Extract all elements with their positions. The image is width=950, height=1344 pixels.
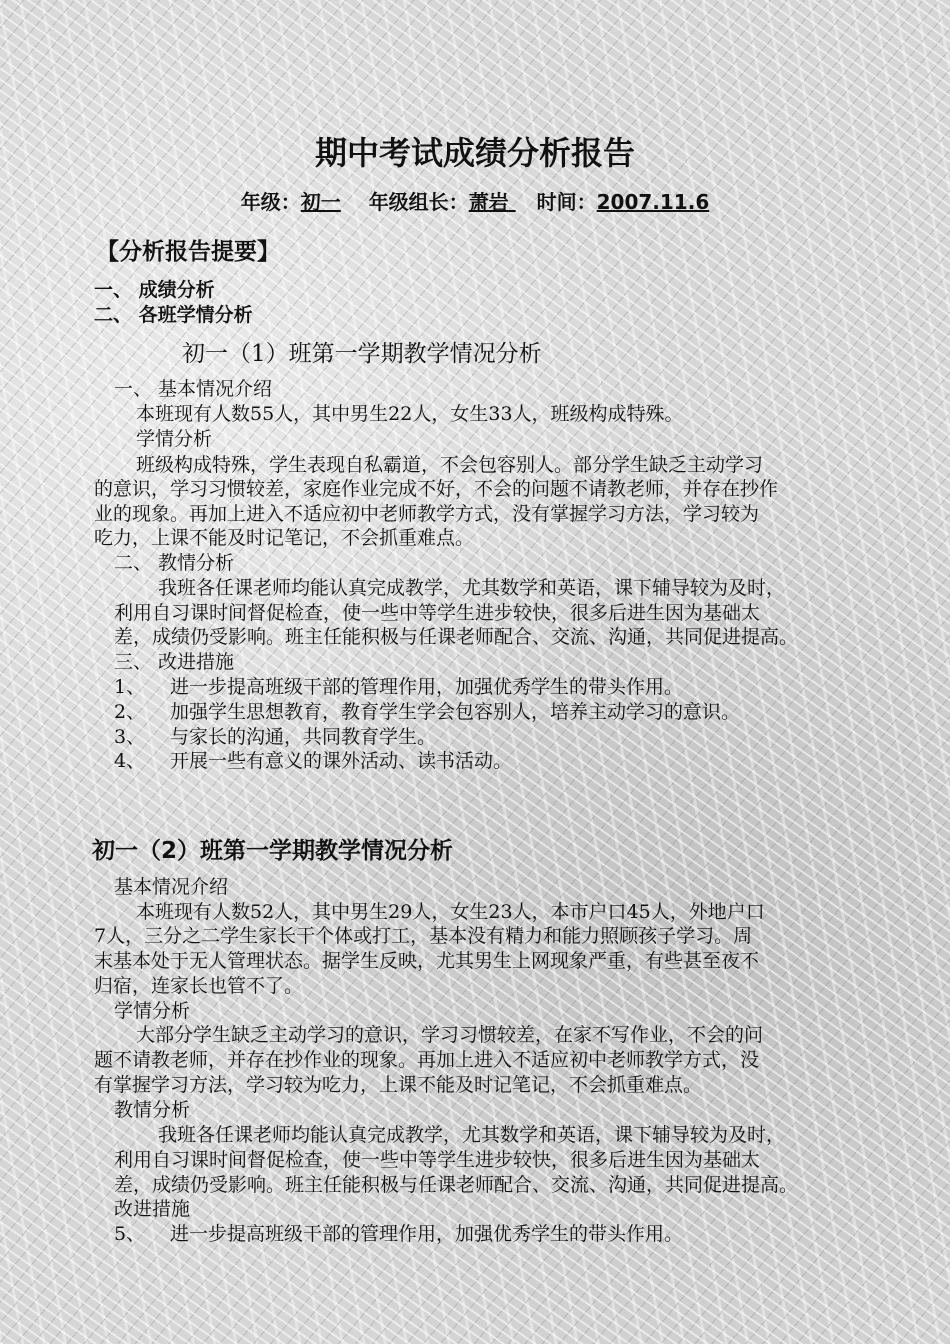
class2-paragraph-line: 利用自习课时间督促检查，使一些中等学生进步较快，很多后进生因为基础太 [114, 1149, 761, 1171]
date-label: 时间： [536, 190, 597, 214]
class1-paragraph-line: 我班各任课老师均能认真完成教学，尤其数学和英语，课下辅导较为及时， [158, 577, 786, 599]
measure-number: 2、 [114, 701, 146, 723]
class2-section-title: 学情分析 [114, 1000, 191, 1022]
class1-paragraph-line: 业的现象。再加上进入不适应初中老师教学方式，没有掌握学习方法，学习较为 [94, 503, 760, 525]
measure-text: 开展一些有意义的课外活动、读书活动。 [170, 750, 513, 772]
report-meta [0, 186, 950, 215]
measure-text: 加强学生思想教育，教育学生学会包容别人，培养主动学习的意识。 [170, 701, 741, 723]
class1-paragraph-line: 差，成绩仍受影响。班主任能积极与任课老师配合、交流、沟通，共同促进提高。 [114, 626, 799, 648]
class1-paragraph-line: 吃力，上课不能及时记笔记，不会抓重难点。 [94, 527, 475, 549]
class2-section-title: 改进措施 [114, 1198, 191, 1220]
grade-label: 年级： [240, 190, 301, 214]
summary-heading: 【分析报告提要】 [96, 239, 280, 265]
class2-paragraph-line: 7人，三分之二学生家长干个体或打工，基本没有精力和能力照顾孩子学习。周 [94, 925, 753, 947]
class2-paragraph-line: 归宿，连家长也管不了。 [94, 975, 304, 997]
class1-section-title: 二、 教情分析 [114, 552, 235, 574]
class2-paragraph-line: 差，成绩仍受影响。班主任能积极与任课老师配合、交流、沟通，共同促进提高。 [114, 1174, 799, 1196]
class2-section-title: 基本情况介绍 [114, 876, 229, 898]
measure-number: 3、 [114, 726, 146, 748]
class1-heading: 初一（1）班第一学期教学情况分析 [182, 341, 542, 367]
class2-paragraph-line: 末基本处于无人管理状态。据学生反映，尤其男生上网现象严重，有些甚至夜不 [94, 950, 760, 972]
class2-paragraph-line: 有掌握学习方法，学习较为吃力，上课不能及时记笔记，不会抓重难点。 [94, 1074, 703, 1096]
leader-label: 年级组长： [368, 190, 469, 214]
class1-paragraph-line: 的意识，学习习惯较差，家庭作业完成不好，不会的问题不请教老师，并存在抄作 [94, 478, 779, 500]
class1-paragraph-line: 本班现有人数55人，其中男生22人，女生33人，班级构成特殊。 [136, 403, 684, 425]
class2-paragraph-line: 本班现有人数52人，其中男生29人，女生23人，本市户口45人，外地户口 [136, 901, 765, 923]
grade-value: 初一 [300, 190, 341, 214]
measure-text: 与家长的沟通，共同教育学生。 [170, 726, 437, 748]
summary-item: 二、 各班学情分析 [94, 304, 253, 326]
class2-heading: 初一（2）班第一学期教学情况分析 [92, 838, 454, 864]
class1-subsection-title: 学情分析 [136, 428, 213, 450]
class2-paragraph-line: 我班各任课老师均能认真完成教学，尤其数学和英语，课下辅导较为及时， [158, 1124, 786, 1146]
measure-number: 4、 [114, 750, 146, 772]
date-value: 2007.11.6 [596, 190, 710, 214]
measure-text: 进一步提高班级干部的管理作用，加强优秀学生的带头作用。 [170, 676, 684, 698]
class1-section-title: 一、 基本情况介绍 [114, 378, 273, 400]
measure-text: 进一步提高班级干部的管理作用，加强优秀学生的带头作用。 [170, 1223, 684, 1245]
class2-section-title: 教情分析 [114, 1099, 191, 1121]
leader-value: 萧岩 [468, 190, 509, 214]
summary-item: 一、 成绩分析 [94, 279, 215, 301]
measure-number: 1、 [114, 676, 146, 698]
page-title: 期中考试成绩分析报告 [314, 134, 635, 172]
measure-number: 5、 [114, 1223, 146, 1245]
class2-paragraph-line: 题不请教老师，并存在抄作业的现象。再加上进入不适应初中老师教学方式，没 [94, 1049, 760, 1071]
class1-paragraph-line: 班级构成特殊，学生表现自私霸道，不会包容别人。部分学生缺乏主动学习 [136, 454, 764, 476]
class1-paragraph-line: 利用自习课时间督促检查，使一些中等学生进步较快，很多后进生因为基础太 [114, 602, 761, 624]
class2-paragraph-line: 大部分学生缺乏主动学习的意识，学习习惯较差，在家不写作业，不会的问 [136, 1024, 764, 1046]
class1-section-title: 三、 改进措施 [114, 651, 235, 673]
